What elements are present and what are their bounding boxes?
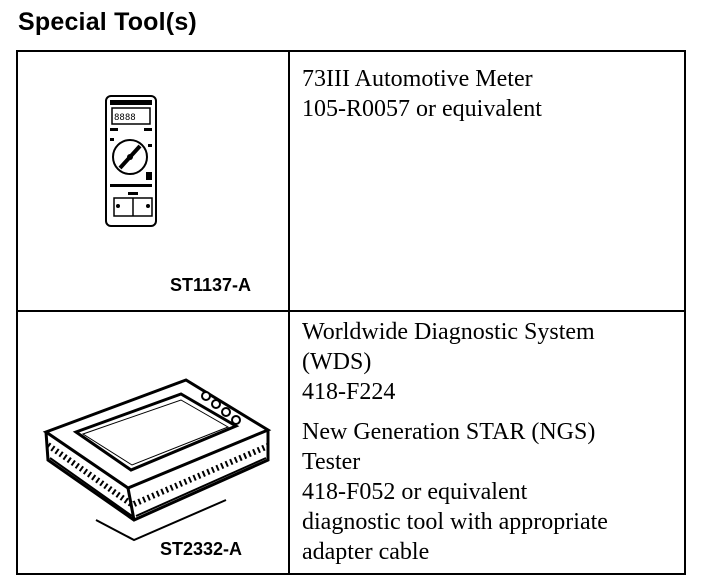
multimeter-illustration (98, 92, 168, 232)
tool-description (302, 64, 542, 124)
tool-description-line: 418-F052 or equivalent (302, 479, 528, 505)
tool-description (302, 417, 608, 567)
tool-description-line: Worldwide Diagnostic System (302, 319, 595, 345)
tool-description-line: Tester (302, 449, 361, 475)
tool-description-line: 73III Automotive Meter (302, 66, 533, 92)
svg-text:8888: 8888 (114, 113, 136, 123)
tool-description-line: adapter cable (302, 539, 430, 565)
table-row-divider (18, 310, 684, 312)
tool-image-label: ST1137-A (170, 275, 252, 295)
page-title: Special Tool(s) (18, 8, 197, 36)
tool-description-line: diagnostic tool with appropriate (302, 509, 608, 535)
table-column-divider (288, 52, 290, 573)
tool-description-line: New Generation STAR (NGS) (302, 419, 596, 445)
special-tools-table (16, 50, 686, 575)
tool-description (302, 317, 595, 407)
tool-description-line: 105-R0057 or equivalent (302, 96, 542, 122)
tool-description-line: (WDS) (302, 349, 372, 375)
tool-description-line: 418-F224 (302, 379, 396, 405)
diagnostic-tester-illustration (36, 370, 286, 550)
tool-image-label: ST2332-A (160, 539, 243, 559)
